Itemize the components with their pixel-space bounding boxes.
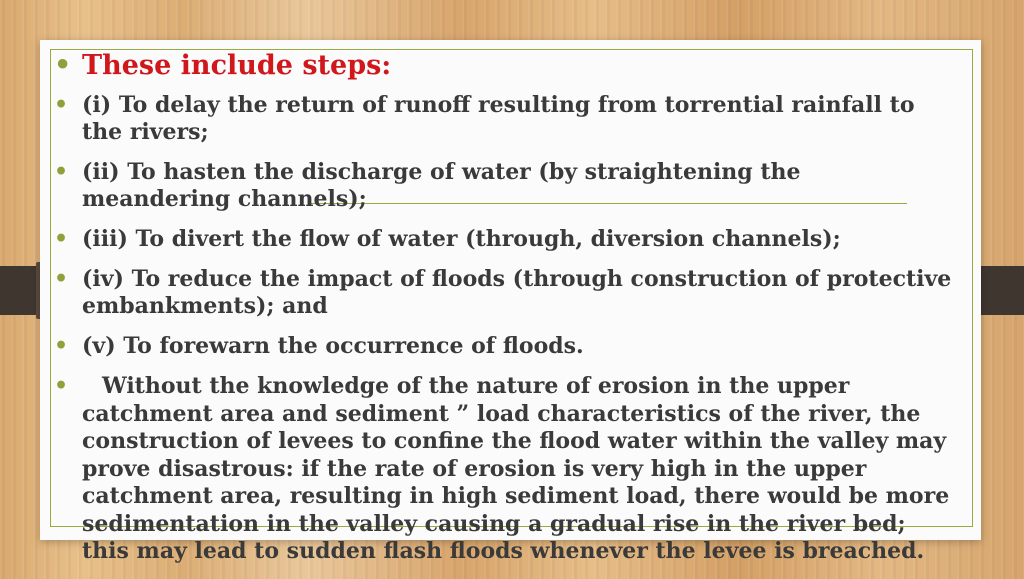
list-item <box>54 92 954 146</box>
paragraph-text: Without the knowledge of the nature of erosion in the upper catchment area and sediment ” load characteristics of the river, the construction of levees to confine the flood water within the valley may prove disastrous: if the rate of erosion is very high in the upper catchment area, resulting in high sediment load, there would be more sedimentation in the valley causing a gradual rise in the river bed; this may lead to sudden flash floods whenever the levee is breached. <box>82 373 950 564</box>
list-item-text: (iv) To reduce the impact of floods (through construction of protective embankments); and <box>82 266 952 319</box>
bullet-icon: • <box>54 226 69 252</box>
list-item-text: (i) To delay the return of runoff resulting from torrential rainfall to the rivers; <box>82 92 915 145</box>
bullet-icon: • <box>54 50 72 81</box>
paragraph-item <box>54 373 954 566</box>
heading-item <box>54 49 954 82</box>
bullet-icon: • <box>54 333 69 359</box>
bullet-icon: • <box>54 159 69 185</box>
bullet-list <box>54 49 954 566</box>
list-item <box>54 159 954 213</box>
list-item-text: (ii) To hasten the discharge of water (by straightening the meandering channels); <box>82 159 801 212</box>
list-item <box>54 333 954 360</box>
list-item <box>54 226 954 253</box>
list-item-text: (v) To forewarn the occurrence of floods. <box>82 333 584 359</box>
list-item-text: (iii) To divert the flow of water (through, diversion channels); <box>82 226 841 252</box>
bullet-icon: • <box>54 266 69 292</box>
slide-content <box>54 49 954 579</box>
list-item <box>54 266 954 320</box>
left-wood-bar <box>0 266 40 315</box>
bullet-icon: • <box>54 92 69 118</box>
heading-text: These include steps: <box>82 50 392 81</box>
bullet-icon: • <box>54 373 69 399</box>
